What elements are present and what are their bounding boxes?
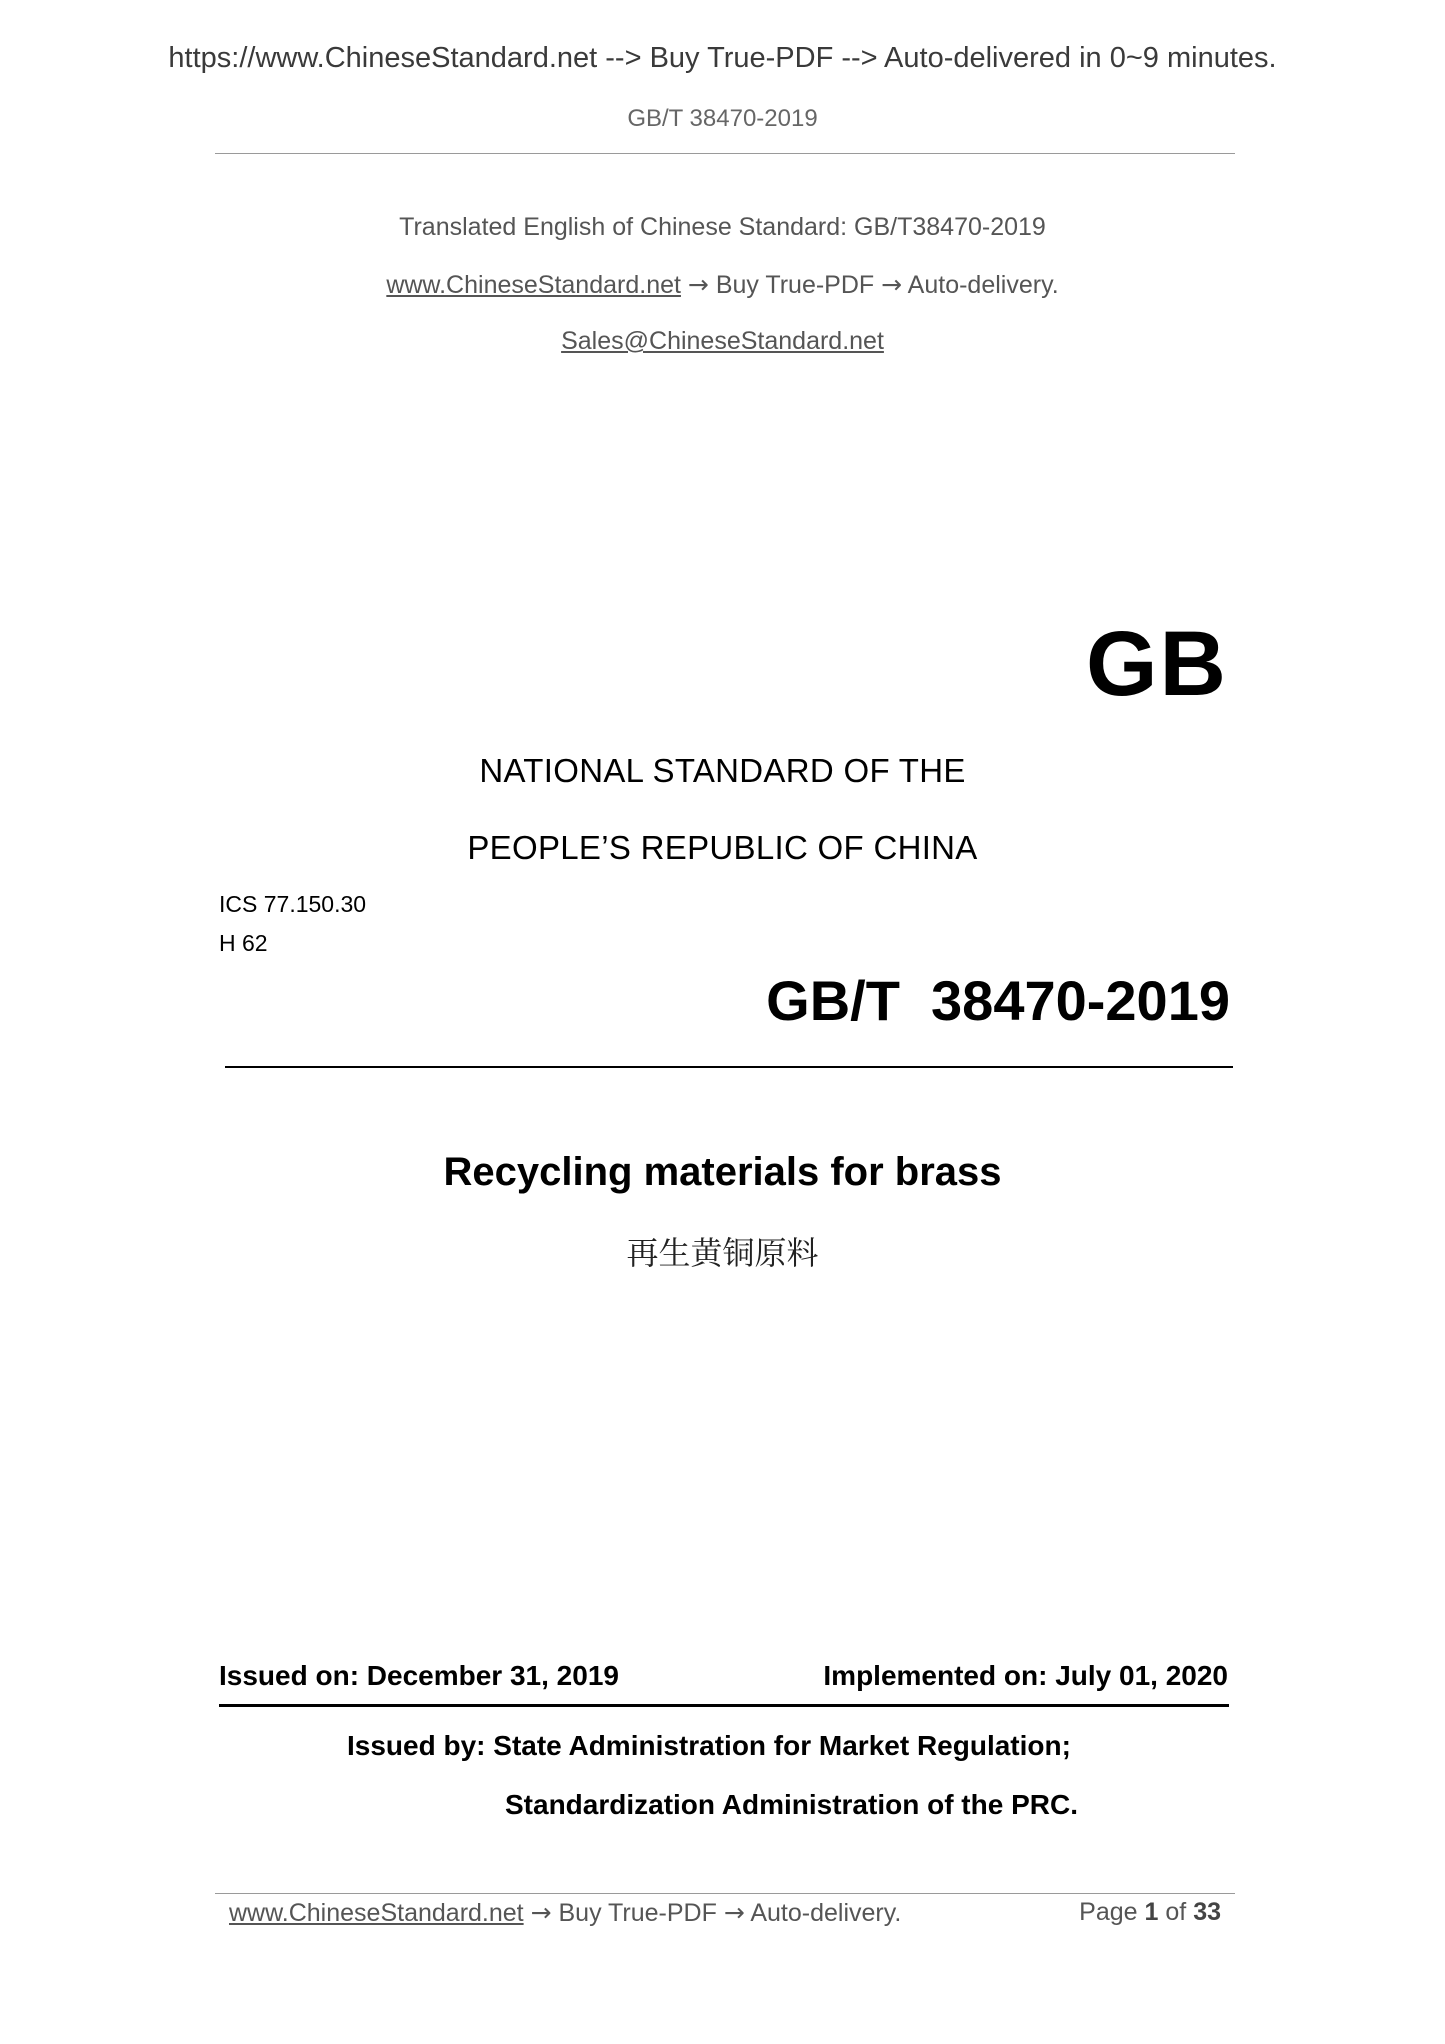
issued-by: Issued by: State Administration for Market Regulation;	[347, 1730, 1071, 1761]
page-total: 33	[1193, 1898, 1221, 1926]
title-english: Recycling materials for brass	[443, 1150, 1002, 1194]
right-arrow-icon: →	[881, 270, 903, 299]
site-link[interactable]: www.ChineseStandard.net	[386, 271, 681, 299]
right-arrow-icon: →	[687, 270, 709, 299]
footer-site-link[interactable]: www.ChineseStandard.net	[229, 1899, 524, 1927]
right-arrow-icon: →	[723, 1898, 745, 1927]
footer-divider	[215, 1893, 1235, 1894]
national-standard-line-1: NATIONAL STANDARD OF THE	[479, 752, 966, 789]
page-current: 1	[1144, 1898, 1159, 1926]
auto-delivery-text: Auto-delivery.	[907, 271, 1059, 299]
dates-divider	[219, 1704, 1229, 1707]
translation-title: Translated English of Chinese Standard: GB/T38470-2019	[399, 213, 1046, 241]
ics-code: ICS 77.150.30	[219, 891, 367, 917]
buy-true-pdf-text: Buy True-PDF	[715, 271, 875, 299]
gb-mark: GB	[1086, 613, 1228, 715]
main-divider	[225, 1066, 1233, 1068]
footer-links	[229, 1898, 901, 1928]
issuer-second: Standardization Administration of the PRC.	[505, 1789, 1078, 1820]
implemented-on-date: Implemented on: July 01, 2020	[823, 1660, 1228, 1691]
title-chinese: 再生黄铜原料	[626, 1234, 819, 1272]
footer-delivery-text: Auto-delivery.	[750, 1899, 902, 1927]
top-banner[interactable]: https://www.ChineseStandard.net --> Buy True-PDF --> Auto-delivered in 0~9 minutes.	[168, 42, 1277, 74]
footer-buy-text: Buy True-PDF	[558, 1899, 717, 1927]
standard-number: GB/T 38470-2019	[766, 969, 1230, 1032]
header-divider	[215, 153, 1235, 154]
translation-links	[0, 270, 1445, 300]
page-indicator	[1079, 1898, 1221, 1927]
email-line	[0, 327, 1445, 356]
national-standard-line-2: PEOPLE’S REPUBLIC OF CHINA	[467, 829, 978, 866]
header-doc-code: GB/T 38470-2019	[627, 105, 818, 132]
sales-email-link[interactable]: Sales@ChineseStandard.net	[561, 327, 884, 355]
right-arrow-icon: →	[530, 1898, 552, 1927]
page-label: Page	[1079, 1898, 1138, 1926]
issued-on-date: Issued on: December 31, 2019	[219, 1660, 619, 1691]
page-of: of	[1165, 1898, 1187, 1926]
h-code: H 62	[219, 930, 268, 956]
